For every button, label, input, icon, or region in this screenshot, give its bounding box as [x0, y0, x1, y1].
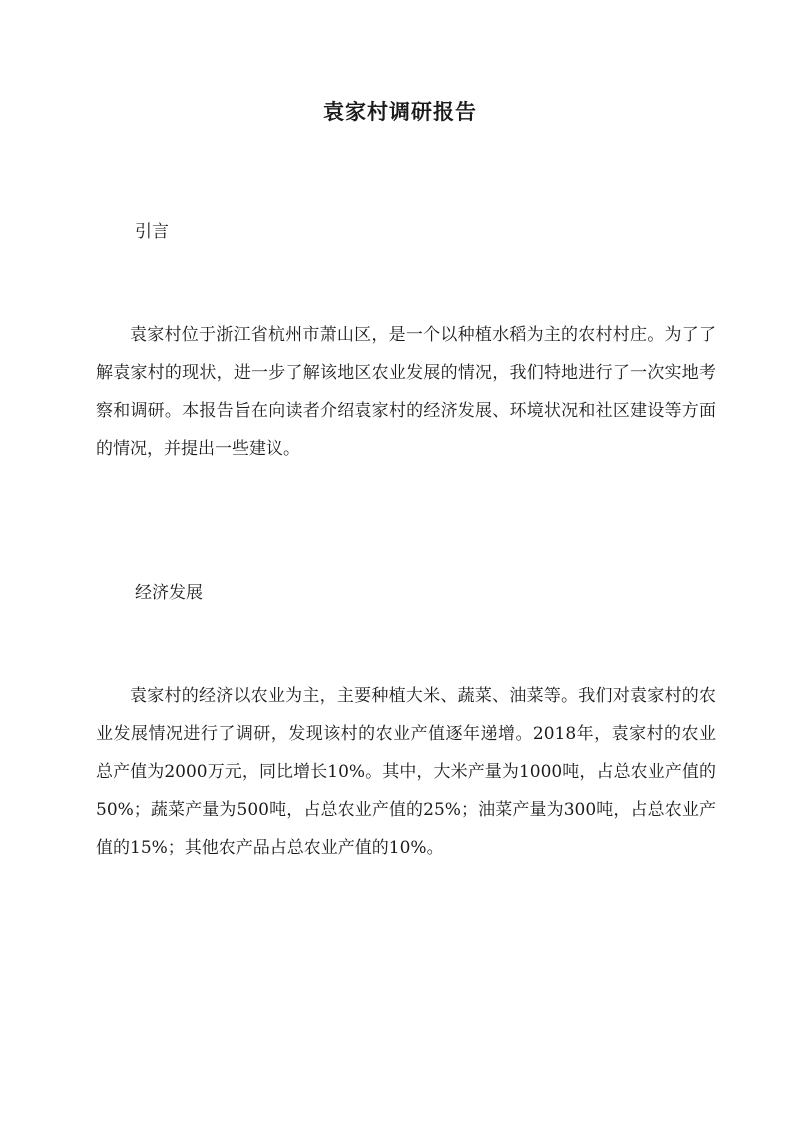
document-title: 袁家村调研报告 — [323, 99, 477, 124]
introduction-paragraph: 袁家村位于浙江省杭州市萧山区，是一个以种植水稻为主的农村村庄。为了了解袁家村的现状，进一步了解该地区农业发展的情况，我们特地进行了一次实地考察和调研。本报告旨在向读者介绍袁家村的经济发展、环境状况和社区建设等方面的情况，并提出一些建议。 — [96, 325, 716, 459]
economic-development-paragraph: 袁家村的经济以农业为主，主要种植大米、蔬菜、油菜等。我们对袁家村的农业发展情况进行了调研，发现该村的农业产值逐年递增。2018年，袁家村的农业总产值为2000万元，同比增长10%。其中，大米产量为1000吨，占总农业产值的50%；蔬菜产量为500吨，占总农业产值的25%；油菜产量为300吨，占总农业产值的15%；其他农产品占总农业产值的10%。 — [96, 686, 716, 858]
section-heading-economic-development: 经济发展 — [135, 583, 203, 603]
section-heading-introduction: 引言 — [135, 222, 169, 242]
